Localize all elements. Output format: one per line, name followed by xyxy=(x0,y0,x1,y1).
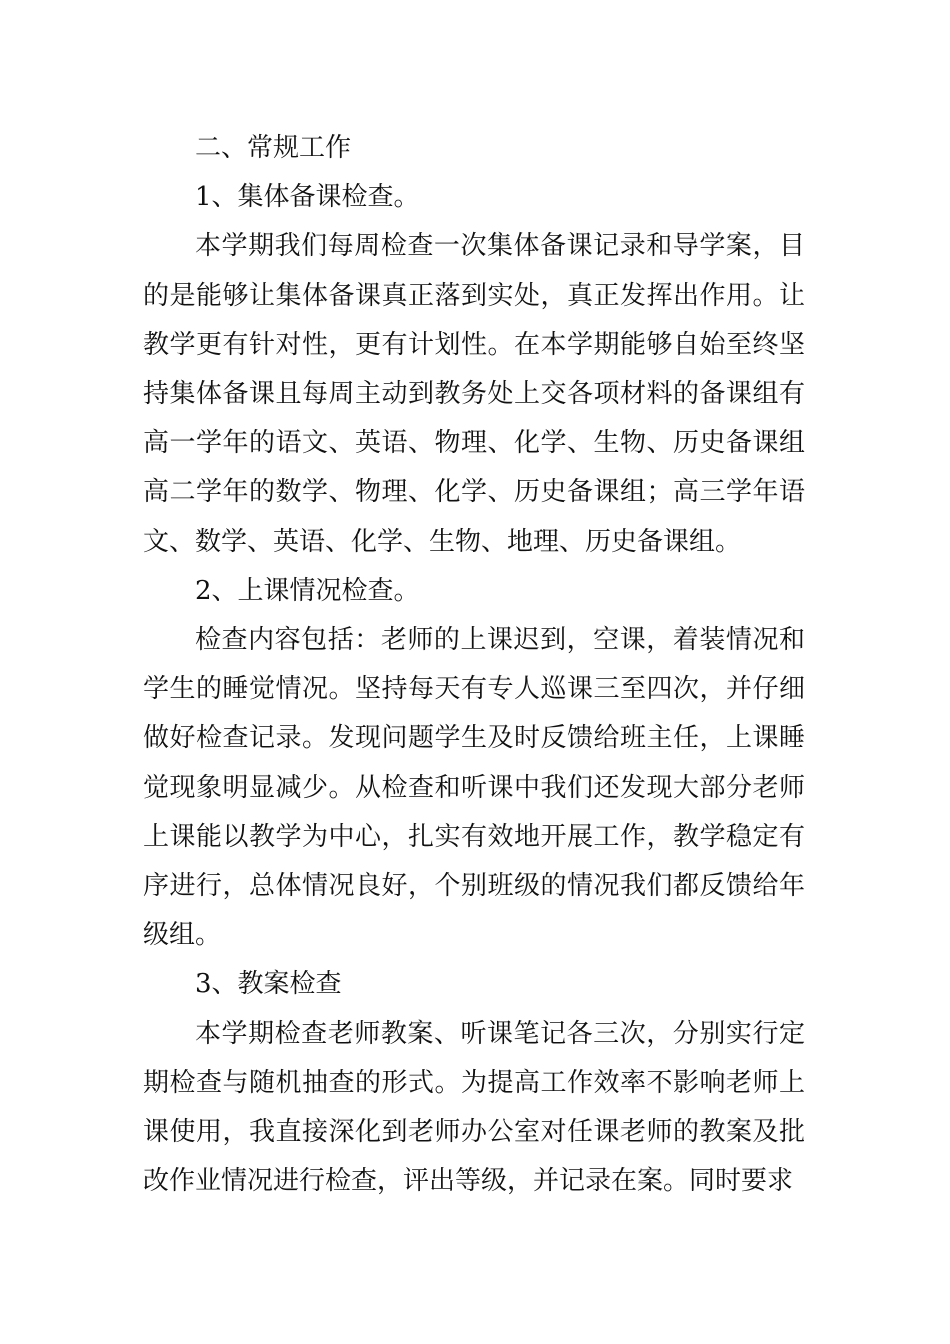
paragraph-lesson-plan-inspection: 本学期检查老师教案、听课笔记各三次，分别实行定期检查与随机抽查的形式。为提高工作效率不影响老师上课使用，我直接深化到老师办公室对任课老师的教案及批改作业情况进行检查，评出等级，并记录在案。同时要求 xyxy=(143,1018,805,1197)
section-heading-routine-work: 二、常规工作 xyxy=(195,133,352,163)
subheading-class-inspection: 2、上课情况检查。 xyxy=(195,575,420,606)
subheading-lesson-plan-inspection: 3、教案检查 xyxy=(195,969,342,1000)
subheading-collective-lesson-prep: 1、集体备课检查。 xyxy=(195,182,420,213)
paragraph-collective-lesson-prep: 本学期我们每周检查一次集体备课记录和导学案，目的是能够让集体备课真正落到实处，真正发挥出作用。让教学更有针对性，更有计划性。在本学期能够自始至终坚持集体备课且每周主动到教务处上交各项材料的备课组有高一学年的语文、英语、物理、化学、生物、历史备课组高二学年的数学、物理、化学、历史备课组；高三学年语文、数学、英语、化学、生物、地理、历史备课组。 xyxy=(143,231,805,557)
document-page xyxy=(143,124,805,1206)
paragraph-class-inspection: 检查内容包括：老师的上课迟到，空课，着装情况和学生的睡觉情况。坚持每天有专人巡课三至四次，并仔细做好检查记录。发现问题学生及时反馈给班主任，上课睡觉现象明显减少。从检查和听课中我们还发现大部分老师上课能以教学为中心，扎实有效地开展工作，教学稳定有序进行，总体情况良好，个别班级的情况我们都反馈给年级组。 xyxy=(143,625,805,951)
